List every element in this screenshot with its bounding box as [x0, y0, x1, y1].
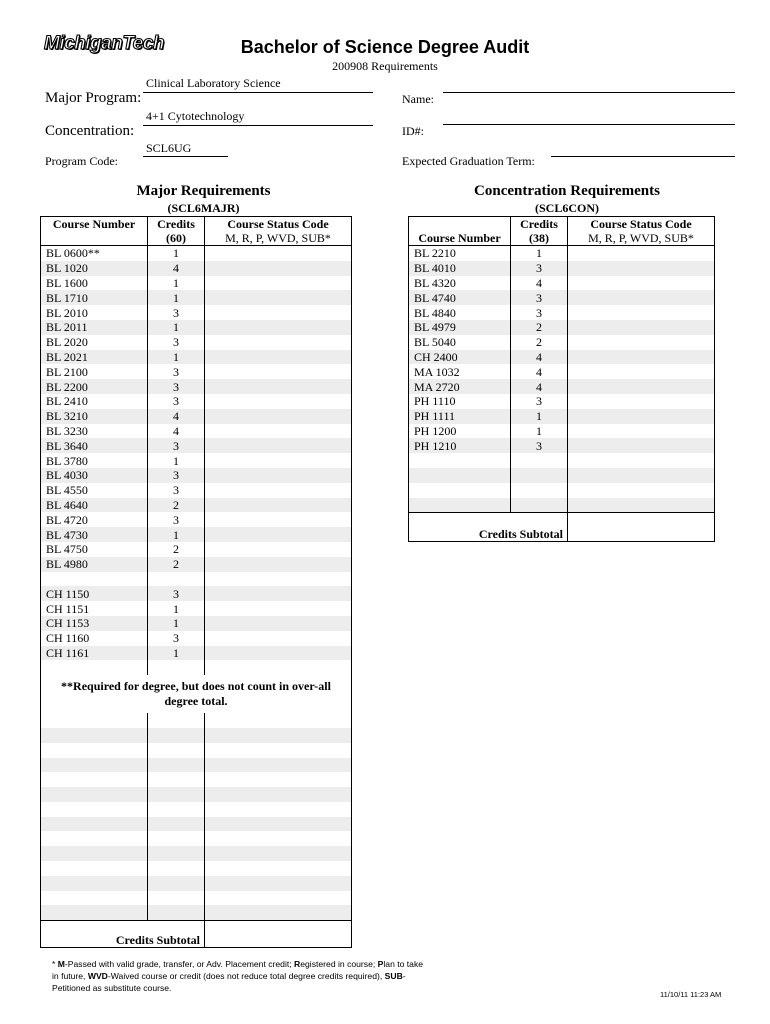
- table-row: [41, 394, 352, 409]
- credits: 1: [148, 601, 205, 616]
- course-number: [41, 758, 148, 773]
- credits: [148, 660, 205, 675]
- credits: 1: [148, 616, 205, 631]
- course-number: [41, 802, 148, 817]
- status-code-cell[interactable]: [568, 364, 715, 379]
- course-number: BL 0600**: [46, 246, 100, 261]
- status-code-cell[interactable]: [205, 601, 352, 616]
- grad-term-field[interactable]: [551, 156, 735, 157]
- status-code-cell[interactable]: [568, 483, 715, 498]
- credits: 4: [148, 409, 205, 424]
- course-number: PH 1111: [409, 409, 511, 424]
- table-row: [41, 891, 352, 906]
- table-row: [409, 335, 715, 350]
- course-number: BL 2011: [41, 320, 148, 335]
- table-row: [41, 616, 352, 631]
- credits: 3: [148, 483, 205, 498]
- status-code-cell[interactable]: [568, 290, 715, 305]
- concentration-requirements-table: [408, 216, 715, 542]
- status-code-cell[interactable]: [568, 246, 715, 261]
- michigan-tech-logo: MichiganTech: [44, 33, 164, 54]
- status-code-cell[interactable]: [568, 409, 715, 424]
- course-number: BL 4320: [414, 275, 456, 290]
- status-code-cell[interactable]: [205, 787, 352, 802]
- status-code-cell[interactable]: [568, 261, 715, 276]
- table-row: [409, 453, 715, 468]
- status-code-cell[interactable]: [568, 498, 715, 513]
- course-number: PH 1110: [414, 394, 456, 409]
- grad-term-label: Expected Graduation Term:: [402, 154, 535, 168]
- course-number: BL 4740: [409, 290, 511, 305]
- credits: 3: [148, 364, 205, 379]
- credits: 4: [511, 379, 568, 394]
- course-number: [41, 572, 148, 587]
- credits: 3: [148, 394, 205, 409]
- page-subtitle: 200908 Requirements: [332, 59, 438, 73]
- course-number: CH 1150: [41, 586, 148, 601]
- credits: 3: [148, 379, 205, 394]
- credits: [148, 787, 205, 802]
- course-number: BL 1710: [41, 290, 148, 305]
- status-code-cell[interactable]: [205, 646, 352, 661]
- status-code-cell[interactable]: [205, 876, 352, 891]
- conc-col-status: Course Status Code: [568, 217, 715, 232]
- credits: 3: [148, 586, 205, 601]
- status-code-cell[interactable]: [205, 350, 352, 365]
- course-number: BL 2410: [46, 394, 88, 409]
- table-row: [41, 512, 352, 527]
- status-code-cell[interactable]: [205, 542, 352, 557]
- status-code-cell[interactable]: [568, 335, 715, 350]
- course-number: BL 1020: [41, 261, 148, 276]
- credits: 4: [511, 276, 568, 291]
- table-row: [41, 246, 352, 261]
- table-row: [41, 846, 352, 861]
- status-code-cell[interactable]: [205, 586, 352, 601]
- table-row: [41, 876, 352, 891]
- col-credits-total: (60): [148, 231, 205, 246]
- program-code-line: [143, 156, 228, 157]
- credits: [148, 876, 205, 891]
- course-number: BL 2200: [41, 379, 148, 394]
- table-row: [409, 320, 715, 335]
- table-row: [41, 409, 352, 424]
- credits: [148, 772, 205, 787]
- credits: 3: [148, 305, 205, 320]
- table-row: [41, 831, 352, 846]
- status-code-cell[interactable]: [205, 728, 352, 743]
- credits: [148, 905, 205, 920]
- degree-note-row: [41, 675, 352, 713]
- course-number: [41, 891, 148, 906]
- table-row: [409, 483, 715, 498]
- id-field[interactable]: [443, 124, 735, 125]
- credits: 1: [148, 246, 205, 261]
- status-code-cell[interactable]: [205, 335, 352, 350]
- status-code-cell[interactable]: [205, 660, 352, 675]
- status-code-cell[interactable]: [205, 831, 352, 846]
- table-row: [41, 438, 352, 453]
- course-number: BL 5040: [414, 335, 456, 350]
- table-row: [41, 660, 352, 675]
- status-code-cell[interactable]: [205, 891, 352, 906]
- course-number: BL 2020: [46, 335, 88, 350]
- credits: 3: [148, 438, 205, 453]
- table-row: [41, 905, 352, 920]
- credits: [511, 498, 568, 513]
- credits: 3: [148, 631, 205, 646]
- course-number: BL 2210: [414, 246, 456, 261]
- status-code-cell[interactable]: [205, 512, 352, 527]
- table-row: [41, 787, 352, 802]
- course-number: BL 4840: [414, 305, 456, 320]
- status-code-cell[interactable]: [205, 483, 352, 498]
- status-code-cell[interactable]: [205, 261, 352, 276]
- concentration-line: [143, 125, 373, 126]
- credits: 1: [511, 246, 568, 261]
- credits: 4: [511, 364, 568, 379]
- credits: 3: [511, 261, 568, 276]
- credits: 3: [511, 438, 568, 453]
- table-row: [41, 802, 352, 817]
- credits: 2: [148, 557, 205, 572]
- concentration-label: Concentration:: [45, 123, 135, 139]
- credits: [148, 572, 205, 587]
- table-row: [409, 290, 715, 305]
- credits: 1: [148, 290, 205, 305]
- course-number: BL 2021: [41, 350, 148, 365]
- table-row: [41, 527, 352, 542]
- status-code-cell[interactable]: [205, 276, 352, 291]
- table-row: [409, 350, 715, 365]
- status-code-cell[interactable]: [205, 861, 352, 876]
- course-number: [409, 453, 511, 468]
- status-code-cell[interactable]: [205, 772, 352, 787]
- credits: [148, 831, 205, 846]
- status-code-cell[interactable]: [568, 438, 715, 453]
- course-number: [409, 498, 511, 513]
- name-field[interactable]: [443, 92, 735, 93]
- credits-subtotal-field[interactable]: [568, 513, 715, 542]
- credits: 3: [148, 468, 205, 483]
- credits: [148, 891, 205, 906]
- credits: 1: [511, 424, 568, 439]
- status-code-cell[interactable]: [568, 276, 715, 291]
- table-row: [41, 557, 352, 572]
- major-requirements-table: [40, 216, 352, 948]
- credits: [511, 483, 568, 498]
- status-code-cell[interactable]: [205, 246, 352, 261]
- credits: 3: [511, 394, 568, 409]
- table-row: [409, 424, 715, 439]
- course-number: MA 1032: [414, 364, 460, 379]
- credits: [148, 846, 205, 861]
- major-program-label: Major Program:: [45, 90, 142, 106]
- table-row: [409, 409, 715, 424]
- course-number: MA 2720: [409, 379, 511, 394]
- page-title: Bachelor of Science Degree Audit: [240, 37, 530, 57]
- status-code-cell[interactable]: [205, 713, 352, 728]
- credits: [148, 861, 205, 876]
- credits-subtotal-field[interactable]: [205, 921, 352, 948]
- course-number: CH 1153: [41, 616, 148, 631]
- course-number: CH 1160: [46, 631, 90, 646]
- table-row: [41, 728, 352, 743]
- course-number: BL 4030: [41, 468, 148, 483]
- course-number: BL 4730: [41, 527, 148, 542]
- course-number: [409, 483, 511, 498]
- status-code-cell[interactable]: [568, 320, 715, 335]
- course-number: [41, 905, 148, 920]
- credits: 3: [148, 335, 205, 350]
- table-row: [41, 276, 352, 291]
- table-row: [41, 498, 352, 513]
- status-code-cell[interactable]: [205, 616, 352, 631]
- major-program-line: [143, 92, 373, 93]
- status-code-cell[interactable]: [205, 557, 352, 572]
- credits: [148, 758, 205, 773]
- table-row: [41, 290, 352, 305]
- course-number: [41, 728, 148, 743]
- credits: [148, 728, 205, 743]
- table-row: [41, 586, 352, 601]
- table-row: [409, 305, 715, 320]
- subtotal-row: [41, 921, 352, 948]
- table-row: [41, 772, 352, 787]
- course-number: [41, 876, 148, 891]
- status-code-cell[interactable]: [568, 305, 715, 320]
- status-code-cell[interactable]: [205, 905, 352, 920]
- footnote: * M-Passed with valid grade, transfer, or Adv. Placement credit; Registered in course; Plan to take in future, WVD-Waived course or credit (does not reduce total degree credits required), SUB-Petitioned as substitute course.: [52, 959, 424, 993]
- credits: [148, 802, 205, 817]
- table-row: [41, 713, 352, 728]
- credits: [511, 453, 568, 468]
- credits: 4: [148, 424, 205, 439]
- table-row: [41, 364, 352, 379]
- course-number: [41, 660, 148, 675]
- credits: [511, 468, 568, 483]
- table-row: [41, 483, 352, 498]
- table-row: [41, 758, 352, 773]
- course-number: BL 1600: [46, 275, 88, 290]
- status-code-cell[interactable]: [568, 424, 715, 439]
- course-number: BL 3780: [46, 453, 88, 468]
- table-row: [41, 743, 352, 758]
- table-row: [409, 498, 715, 513]
- status-code-cell[interactable]: [205, 527, 352, 542]
- status-code-cell[interactable]: [568, 453, 715, 468]
- table-row: [409, 468, 715, 483]
- concentration-value: 4+1 Cytotechnology: [146, 109, 245, 123]
- table-row: [41, 335, 352, 350]
- course-number: BL 3640: [41, 438, 148, 453]
- status-code-cell[interactable]: [568, 468, 715, 483]
- program-code-value: SCL6UG: [146, 141, 192, 155]
- status-code-cell[interactable]: [205, 758, 352, 773]
- course-number: BL 3210: [41, 409, 148, 424]
- status-code-cell[interactable]: [205, 572, 352, 587]
- credits: 1: [148, 350, 205, 365]
- table-row: [41, 453, 352, 468]
- status-code-cell[interactable]: [205, 631, 352, 646]
- course-number: [41, 817, 148, 832]
- course-number: BL 4010: [409, 261, 511, 276]
- credits: 4: [148, 261, 205, 276]
- id-label: ID#:: [402, 124, 424, 138]
- course-number: CH 2400: [409, 350, 511, 365]
- course-number: BL 4750: [46, 542, 88, 557]
- course-number: BL 4550: [46, 483, 88, 498]
- table-row: [41, 601, 352, 616]
- table-row: [41, 817, 352, 832]
- table-row: [41, 572, 352, 587]
- course-number: [41, 861, 148, 876]
- table-row: [41, 861, 352, 876]
- major-program-value: Clinical Laboratory Science: [146, 76, 281, 90]
- concentration-heading: Concentration Requirements: [474, 183, 660, 199]
- table-row: [409, 246, 715, 261]
- conc-col-credits: Credits: [511, 217, 568, 232]
- table-row: [41, 631, 352, 646]
- col-status: Course Status Code: [205, 217, 352, 232]
- credits: 1: [148, 527, 205, 542]
- course-number: CH 1151: [46, 601, 90, 616]
- course-number: [409, 468, 511, 483]
- table-row: [409, 438, 715, 453]
- course-number: [41, 846, 148, 861]
- course-number: BL 4980: [41, 557, 148, 572]
- credits: 2: [148, 542, 205, 557]
- credits: [148, 817, 205, 832]
- program-code-label: Program Code:: [45, 154, 118, 168]
- status-code-cell[interactable]: [205, 409, 352, 424]
- table-row: [409, 379, 715, 394]
- status-code-cell[interactable]: [568, 350, 715, 365]
- course-number: BL 2100: [46, 364, 88, 379]
- status-code-cell[interactable]: [205, 320, 352, 335]
- credits: 1: [511, 409, 568, 424]
- table-row: [41, 305, 352, 320]
- course-number: [41, 772, 148, 787]
- name-label: Name:: [402, 92, 434, 106]
- status-code-cell[interactable]: [205, 424, 352, 439]
- credits-subtotal-label: Credits Subtotal: [115, 933, 200, 948]
- course-number: BL 2010: [46, 305, 88, 320]
- status-code-cell[interactable]: [568, 379, 715, 394]
- major-code: (SCL6MAJR): [167, 201, 240, 215]
- course-number: [41, 831, 148, 846]
- table-row: [409, 364, 715, 379]
- status-code-cell[interactable]: [205, 802, 352, 817]
- status-code-cell[interactable]: [568, 394, 715, 409]
- course-number: [41, 743, 148, 758]
- status-code-cell[interactable]: [205, 817, 352, 832]
- conc-col-course-number: Course Number: [409, 231, 511, 246]
- table-row: [41, 320, 352, 335]
- timestamp: 11/10/11 11:23 AM: [660, 990, 722, 999]
- col-credits: Credits: [148, 217, 205, 232]
- concentration-code: (SCL6CON): [534, 201, 599, 215]
- credits: 4: [511, 350, 568, 365]
- table-row: [41, 261, 352, 276]
- col-status-codes: M, R, P, WVD, SUB*: [205, 231, 352, 246]
- credits-subtotal-label: Credits Subtotal: [478, 527, 563, 542]
- credits: 2: [511, 335, 568, 350]
- credits: 3: [511, 290, 568, 305]
- course-number: PH 1210: [409, 438, 511, 453]
- major-heading: Major Requirements: [136, 183, 271, 199]
- table-row: [41, 468, 352, 483]
- course-number: CH 1161: [41, 646, 148, 661]
- credits: 3: [511, 305, 568, 320]
- course-number: BL 3230: [46, 423, 88, 438]
- table-row: [409, 261, 715, 276]
- table-row: [409, 276, 715, 291]
- credits: 1: [148, 453, 205, 468]
- col-course-number: Course Number: [41, 217, 148, 232]
- status-code-cell[interactable]: [205, 438, 352, 453]
- status-code-cell[interactable]: [205, 379, 352, 394]
- credits: 1: [148, 646, 205, 661]
- table-row: [41, 379, 352, 394]
- conc-col-status-codes: M, R, P, WVD, SUB*: [568, 231, 715, 246]
- status-code-cell[interactable]: [205, 846, 352, 861]
- degree-note: **Required for degree, but does not count in over-all degree total.: [61, 679, 331, 709]
- table-row: [41, 646, 352, 661]
- status-code-cell[interactable]: [205, 305, 352, 320]
- course-number: BL 4640: [41, 498, 148, 513]
- conc-col-credits-total: (38): [511, 231, 568, 246]
- course-number: [41, 713, 148, 728]
- subtotal-row: [409, 513, 715, 542]
- credits: 1: [148, 320, 205, 335]
- status-code-cell[interactable]: [205, 453, 352, 468]
- credits: [148, 743, 205, 758]
- credits: 2: [148, 498, 205, 513]
- table-row: [41, 350, 352, 365]
- status-code-cell[interactable]: [205, 468, 352, 483]
- credits: 1: [148, 276, 205, 291]
- credits: 2: [511, 320, 568, 335]
- status-code-cell[interactable]: [205, 743, 352, 758]
- table-row: [409, 394, 715, 409]
- course-number: PH 1200: [414, 423, 457, 438]
- course-number: [41, 787, 148, 802]
- credits: 3: [148, 512, 205, 527]
- course-number: BL 4979: [409, 320, 511, 335]
- table-row: [41, 424, 352, 439]
- course-number: BL 4720: [46, 512, 88, 527]
- status-code-cell[interactable]: [205, 498, 352, 513]
- status-code-cell[interactable]: [205, 364, 352, 379]
- table-row: [41, 542, 352, 557]
- status-code-cell[interactable]: [205, 394, 352, 409]
- status-code-cell[interactable]: [205, 290, 352, 305]
- credits: [148, 713, 205, 728]
